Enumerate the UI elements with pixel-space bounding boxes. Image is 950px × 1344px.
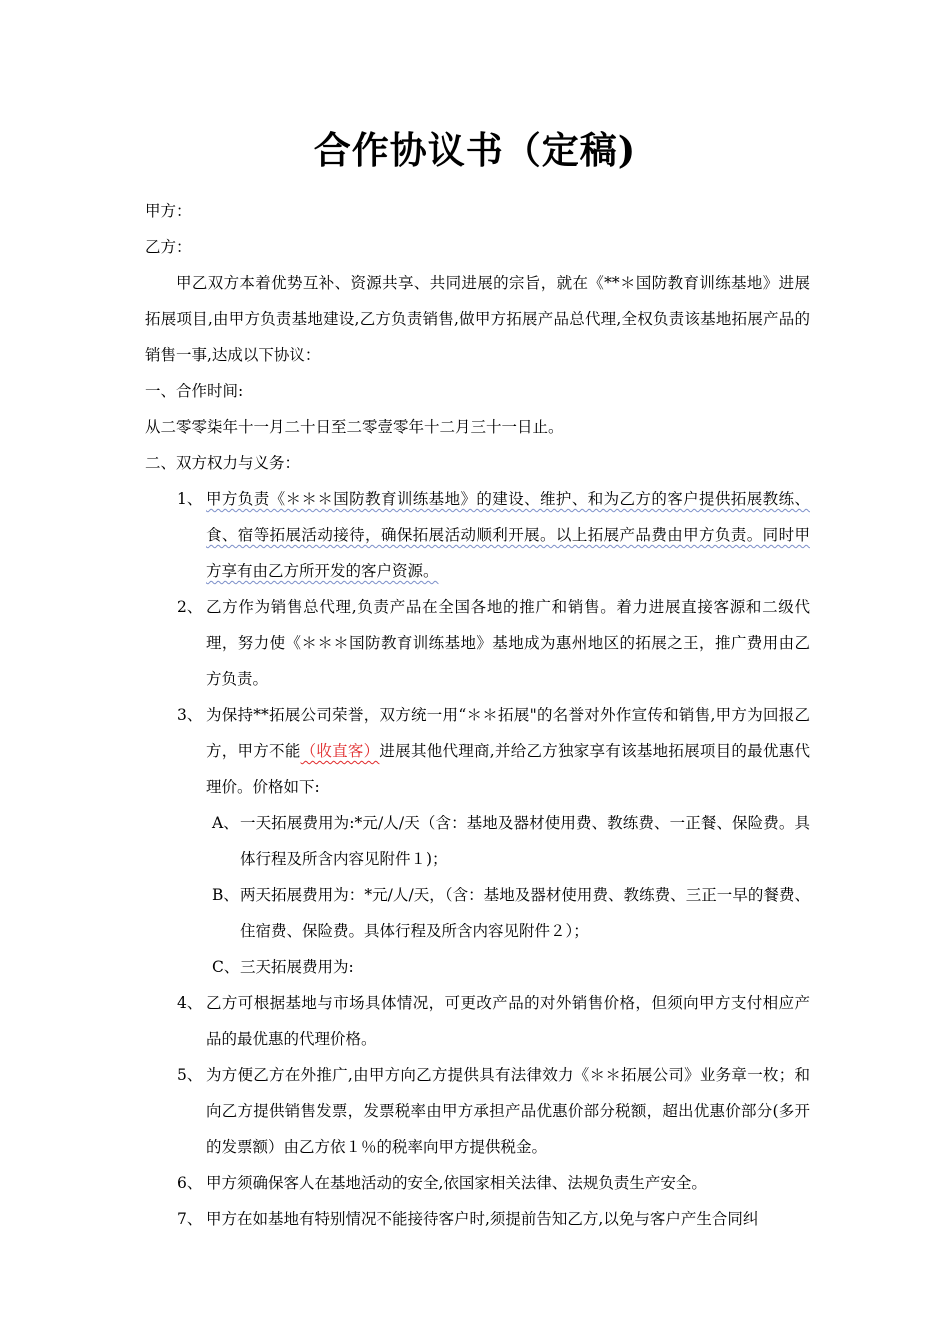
clause-5 xyxy=(145,1057,810,1165)
document-body xyxy=(145,193,810,1237)
price-item-b xyxy=(145,877,810,949)
intro-paragraph: 甲乙双方本着优势互补、资源共享、共同进展的宗旨，就在《**＊国防教育训练基地》进展拓展项目,由甲方负责基地建设,乙方负责销售,做甲方拓展产品总代理,全权负责该基地拓展产品的销售一事,达成以下协议： xyxy=(145,274,810,364)
clause-text: 乙方作为销售总代理,负责产品在全国各地的推广和销售。着力进展直接客源和二级代理，努力使《＊＊＊国防教育训练基地》基地成为惠州地区的拓展之王，推广费用由乙方负责。 xyxy=(206,598,810,688)
clause-text-after: 进展其他代理商,并给乙方独家享有该基地拓展项目的最优惠代理价。价格如下: xyxy=(206,742,810,796)
section-1-text: 从二零零柒年十一月二十日至二零壹零年十二月三十一日止。 xyxy=(145,418,564,436)
party-a-line: 甲方： xyxy=(145,202,192,220)
deleted-revision-text: （收直客） xyxy=(300,742,380,760)
clause-number: 6、 xyxy=(177,1174,203,1192)
price-item-label: B、 xyxy=(212,886,239,904)
price-item-label: C、 xyxy=(212,958,240,976)
clause-text: 为方便乙方在外推广,由甲方向乙方提供具有法律效力《＊＊拓展公司》业务章一枚；和向乙方提供销售发票，发票税率由甲方承担产品优惠价部分税额，超出优惠价部分(多开的发票额）由乙方依１％的税率向甲方提供税金。 xyxy=(206,1066,810,1156)
price-item-a xyxy=(145,805,810,877)
clause-number: 7、 xyxy=(177,1210,203,1228)
clause-2 xyxy=(145,589,810,697)
clause-1 xyxy=(145,481,810,589)
price-item-text: 两天拓展费用为：*元/人/天，（含：基地及器材使用费、教练费、三正一早的餐费、住宿费、保险费。具体行程及所含内容见附件２）； xyxy=(240,886,810,940)
price-item-label: A、 xyxy=(212,814,239,832)
clause-text-before: 为保持**拓展公司荣誉，双方统一用“＊＊拓展"的名誉对外作宣传和销售,甲方为回报乙方，甲方不能 xyxy=(206,706,810,760)
price-item-text: 一天拓展费用为:*元/人/天（含：基地及器材使用费、教练费、一正餐、保险费。具体行程及所含内容见附件１)； xyxy=(240,814,810,868)
clause-number: 1、 xyxy=(177,490,203,508)
clause-text: 甲方在如基地有特别情况不能接待客户时,须提前告知乙方,以免与客户产生合同纠 xyxy=(206,1210,759,1228)
clause-4 xyxy=(145,985,810,1057)
clause-3 xyxy=(145,697,810,805)
clause-number: 3、 xyxy=(177,706,203,724)
section-2-heading: 二、双方权力与义务： xyxy=(145,454,301,472)
clause-6 xyxy=(145,1165,810,1201)
party-b-line: 乙方： xyxy=(145,238,192,256)
clause-text: 甲方负责《＊＊＊国防教育训练基地》的建设、维护、和为乙方的客户提供拓展教练、食、宿等拓展活动接待，确保拓展活动顺利开展。以上拓展产品费由甲方负责。同时甲方享有由乙方所开发的客户资源。 xyxy=(206,490,810,580)
clause-text: 甲方须确保客人在基地活动的安全,依国家相关法律、法规负责生产安全。 xyxy=(206,1174,707,1192)
clause-number: 5、 xyxy=(177,1066,203,1084)
price-item-c xyxy=(145,949,810,985)
clause-7 xyxy=(145,1201,810,1237)
document-title: 合作协议书（定稿) xyxy=(313,128,637,172)
section-1-heading: 一、合作时间: xyxy=(145,382,244,400)
clause-number: 2、 xyxy=(177,598,203,616)
clause-text: 乙方可根据基地与市场具体情况，可更改产品的对外销售价格，但须向甲方支付相应产品的最优惠的代理价格。 xyxy=(206,994,810,1048)
clause-number: 4、 xyxy=(177,994,203,1012)
price-item-text: 三天拓展费用为: xyxy=(240,958,354,976)
